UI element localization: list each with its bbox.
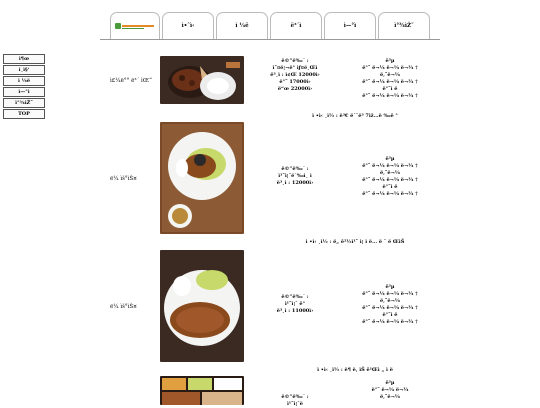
side-line: ë‚˜ë¬¼ — [379, 170, 400, 176]
side-line: ë‚˜ë¬¼ — [379, 394, 400, 400]
side-line: ë‚˜ë¬¼ — [379, 72, 400, 78]
side-line: ë°˜ ë¬¼ ë¬¼ — [371, 387, 409, 393]
info-line: ë©”ë‰´ : — [281, 394, 309, 400]
menu-side-dishes-2 — [340, 156, 440, 198]
menu-item-4 — [100, 376, 460, 405]
info-line: ë³¸ì : ì¢Œ 12000ì› — [270, 72, 320, 78]
menu-side-dishes-3 — [340, 284, 440, 326]
info-line: ë°˜ 17000ì› — [279, 79, 311, 85]
side-line: ê³µ — [385, 58, 395, 64]
side-line: ë°˜ ë¬¼ ë¬¼ ë¬¼ † — [362, 65, 418, 71]
menu-caption-1: ì •ì‹ ¸ì½ : ë³€ ë´ˆë³ 7ìž…ë ‰ê ° — [312, 113, 398, 119]
menu-photo-2 — [160, 122, 244, 234]
info-line: ë³¸ì : 12000ì› — [276, 180, 314, 186]
side-nav-item-5[interactable]: ì°¾ìŽ˜ — [3, 98, 45, 108]
info-line: ë³¸ì : 11000ì› — [276, 308, 314, 314]
menu-caption-2: ì •ì‹ ¸ì½ : ë„ ê²½ì¹˜ ì¦ ì ë… ë ˆ ë ŒìŠ — [305, 239, 405, 245]
tab-2[interactable]: ì•ˆì‹ — [162, 12, 214, 39]
side-line: ê³µ — [385, 380, 395, 386]
menu-photo-4 — [160, 376, 244, 405]
side-line: ë°˜ ë¬¼ ë¬¼ ë¬¼ † — [362, 305, 418, 311]
tab-divider — [100, 39, 440, 40]
info-line: ì¹˜ì¦ˆ ê° — [284, 301, 306, 307]
tab-4[interactable]: ë³´ì — [270, 12, 322, 39]
side-line: ë°˜ ë¬¼ ë¬¼ ë¬¼ † — [362, 177, 418, 183]
menu-item-label: ë¼ ìš°ìŠ¤ — [110, 176, 137, 182]
tab-3[interactable]: ì ¼ë — [216, 12, 268, 39]
menu-info-4 — [250, 394, 340, 408]
info-line: ë©”ë‰´ : — [281, 166, 309, 172]
tab-home-logo[interactable] — [110, 12, 160, 39]
tab-6[interactable]: ì°¾ìŽ˜ — [378, 12, 430, 39]
info-line: ë©”ë‰´ : — [281, 58, 309, 64]
info-line: ì˜¤ë¦¬ë° ìƒ¤ë¸Œì — [272, 65, 318, 71]
side-line: ë°˜ì ë — [382, 86, 398, 92]
menu-item-2 — [100, 122, 460, 234]
side-nav-item-4[interactable]: ì—°ì — [3, 87, 45, 97]
menu-item-3 — [100, 250, 460, 362]
menu-caption-3: ì •ì‹ ¸ì½ : ë¶ ë‚ ìŠ ê¹Œì „ ì ë — [317, 367, 393, 373]
side-line: ê³µ — [385, 284, 395, 290]
tab-5[interactable]: ì—°ì — [324, 12, 376, 39]
brand-logo-icon — [114, 20, 156, 32]
side-nav-top-button[interactable]: TOP — [3, 109, 45, 119]
side-line: ë°˜ ë¬¼ ë¬¼ ë¬¼ † — [362, 163, 418, 169]
menu-item-label: ë¼ ìš°ìŠ¤ — [110, 304, 137, 310]
menu-info-2 — [250, 166, 340, 187]
side-line: ë°˜ ë¬¼ ë¬¼ ë¬¼ † — [362, 79, 418, 85]
side-nav-item-1[interactable]: ì¶œ — [3, 54, 45, 64]
menu-photo-1 — [160, 56, 244, 104]
side-line: ë°˜ ë¬¼ ë¬¼ ë¬¼ † — [362, 319, 418, 325]
side-line: ë‚˜ë¬¼ — [379, 298, 400, 304]
info-line: ë“œ 22000ì› — [277, 86, 313, 92]
side-line: ë°˜ ë¬¼ ë¬¼ ë¬¼ † — [362, 93, 418, 99]
side-nav-item-2[interactable]: í¸ì§‘ — [3, 65, 45, 75]
side-navigation — [3, 54, 45, 120]
side-line: ë°˜ ë¬¼ ë¬¼ ë¬¼ † — [362, 191, 418, 197]
side-line: ë°˜ ë¬¼ ë¬¼ ë¬¼ † — [362, 291, 418, 297]
menu-info-3 — [250, 294, 340, 315]
menu-item-label: ì£¼ë°° ë³´ ìŒ“ — [110, 78, 152, 84]
top-tabs — [110, 12, 440, 40]
info-line: ë©”ë‰´ : — [281, 294, 309, 300]
side-nav-item-3[interactable]: ì ¼ë — [3, 76, 45, 86]
menu-side-dishes-1 — [340, 58, 440, 100]
menu-side-dishes-4 — [340, 380, 440, 401]
menu-photo-3 — [160, 250, 244, 362]
info-line: ì¹˜ì¦ˆë — [287, 401, 303, 407]
menu-info-1 — [250, 58, 340, 93]
info-line: ì¹˜ì¦ˆë´‰ì¸ ì — [278, 173, 312, 179]
side-line: ë°˜ì ë — [382, 184, 398, 190]
side-line: ë°˜ì ë — [382, 312, 398, 318]
side-line: ê³µ — [385, 156, 395, 162]
menu-item-1 — [100, 56, 460, 106]
